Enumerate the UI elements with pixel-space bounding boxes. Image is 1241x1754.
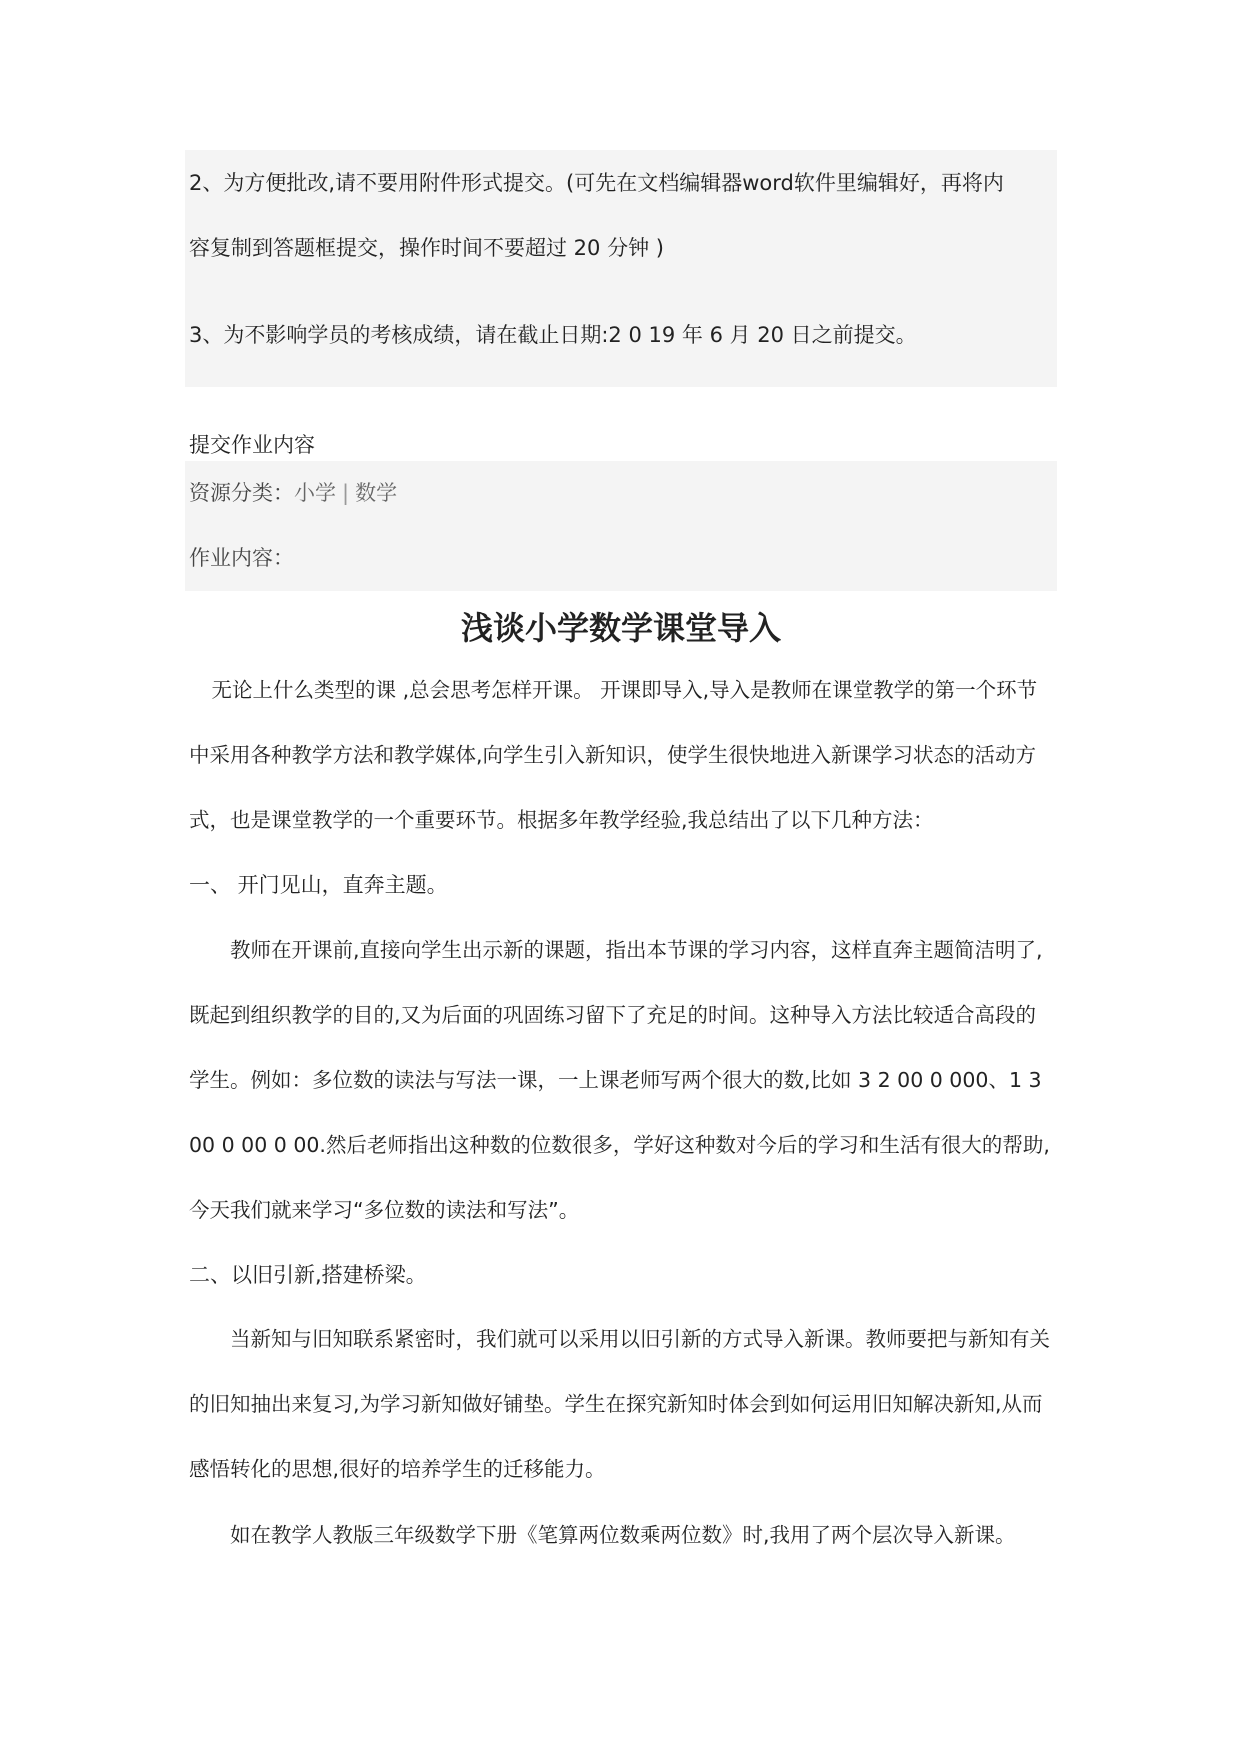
submit-section-title: 提交作业内容 xyxy=(189,433,315,457)
meta-box xyxy=(185,461,1057,591)
category-subject[interactable]: 数学 xyxy=(355,481,398,505)
notice-line-2: 容复制到答题框提交，操作时间不要超过 20 分钟 ) xyxy=(189,236,664,260)
section-2-heading: 二、以旧引新,搭建桥梁。 xyxy=(189,1263,427,1287)
notice-line-3: 3、为不影响学员的考核成绩，请在截止日期:2 0 19 年 6 月 20 日之前提交。 xyxy=(189,323,917,347)
section-1-body: 教师在开课前,直接向学生出示新的课题，指出本节课的学习内容，这样直奔主题简洁明了,既起到组织教学的目的,又为后面的巩固练习留下了充足的时间。这种导入方法比较适合高段的学生。例如：多位数的读法与写法一课，一上课老师写两个很大的数,比如 3 2 00 0 000、1 3 00 0 00 0 00.然后老师指出这种数的位数很多，学好这种数对今后的学习和生活有很大的帮助,今天我们就来学习“多位数的读法和写法”。 xyxy=(189,938,1050,1222)
content-label: 作业内容： xyxy=(189,546,294,570)
article-intro-paragraph: 无论上什么类型的课 ,总会思考怎样开课。 开课即导入,导入是教师在课堂教学的第一个环节中采用各种教学方法和教学媒体,向学生引入新知识，使学生很快地进入新课学习状态的活动方式，也是课堂教学的一个重要环节。根据多年教学经验,我总结出了以下几种方法： xyxy=(189,678,1038,832)
category-row xyxy=(189,478,397,508)
section-1-heading: 一、 开门见山，直奔主题。 xyxy=(189,873,448,897)
category-separator: | xyxy=(342,481,350,505)
category-label: 资源分类： xyxy=(189,481,294,505)
category-level[interactable]: 小学 xyxy=(294,481,336,505)
section-2-body: 当新知与旧知联系紧密时，我们就可以采用以旧引新的方式导入新课。教师要把与新知有关的旧知抽出来复习,为学习新知做好铺垫。学生在探究新知时体会到如何运用旧知解决新知,从而感悟转化的思想,很好的培养学生的迁移能力。 xyxy=(189,1327,1050,1481)
article-title: 浅谈小学数学课堂导入 xyxy=(460,609,781,647)
section-2-example: 如在教学人教版三年级数学下册《笔算两位数乘两位数》时,我用了两个层次导入新课。 xyxy=(230,1523,1016,1547)
notice-line-1: 2、为方便批改,请不要用附件形式提交。(可先在文档编辑器word软件里编辑好，再将内 xyxy=(189,171,1004,195)
notice-box xyxy=(185,150,1057,387)
